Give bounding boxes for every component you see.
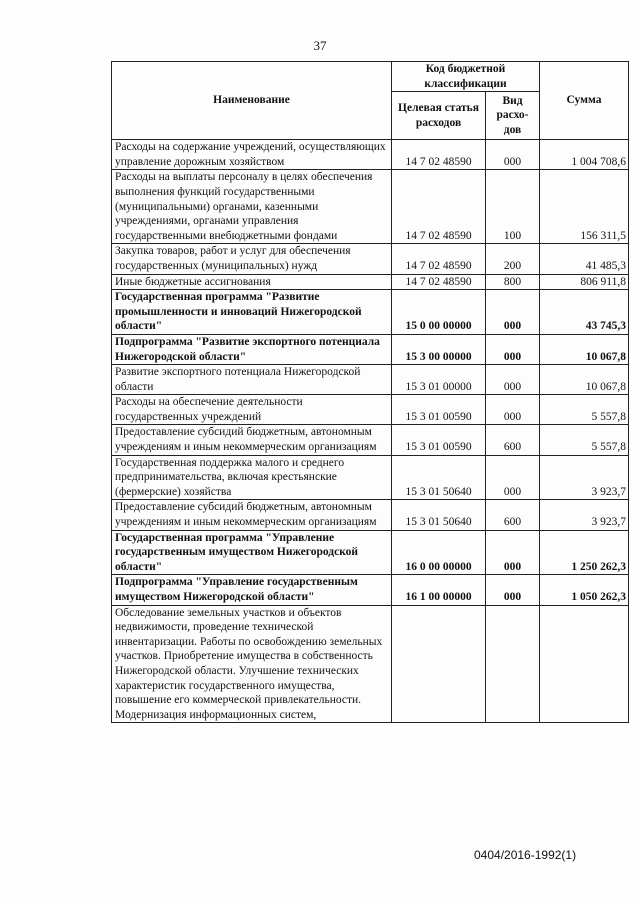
row-name: Государственная программа "Управление государственным имуществом Нижегородской области" bbox=[112, 530, 392, 575]
row-sum: 5 557,8 bbox=[540, 395, 629, 425]
row-name: Обследование земельных участков и объектов недвижимости, проведение технической инвентаризации. Работы по освобождению земельных участков. Приобретение имущества в собственность Нижегородской области. Улучшение технических характеристик государственного имущества, повышение его коммерческой привлекательности. Модернизация информационных систем, bbox=[112, 605, 392, 723]
row-expense-kind: 000 bbox=[486, 455, 540, 500]
row-sum: 10 067,8 bbox=[540, 334, 629, 364]
row-name: Государственная поддержка малого и среднего предпринимательства, включая крестьянские (фермерские) хозяйства bbox=[112, 455, 392, 500]
row-expense-kind: 600 bbox=[486, 425, 540, 455]
row-expense-kind: 000 bbox=[486, 334, 540, 364]
row-sum: 10 067,8 bbox=[540, 365, 629, 395]
table-row bbox=[112, 425, 629, 455]
row-expense-kind: 800 bbox=[486, 274, 540, 290]
row-target-article: 14 7 02 48590 bbox=[392, 170, 486, 244]
row-target-article: 14 7 02 48590 bbox=[392, 140, 486, 170]
row-target-article: 14 7 02 48590 bbox=[392, 244, 486, 274]
page-number: 37 bbox=[313, 38, 327, 53]
row-name: Развитие экспортного потенциала Нижегородской области bbox=[112, 365, 392, 395]
table-row bbox=[112, 605, 629, 723]
table-row bbox=[112, 365, 629, 395]
row-target-article: 15 3 00 00000 bbox=[392, 334, 486, 364]
row-expense-kind: 000 bbox=[486, 365, 540, 395]
row-target-article: 15 3 01 00000 bbox=[392, 365, 486, 395]
table-body bbox=[112, 140, 629, 723]
row-target-article: 16 1 00 00000 bbox=[392, 575, 486, 605]
row-sum: 3 923,7 bbox=[540, 455, 629, 500]
row-sum: 1 004 708,6 bbox=[540, 140, 629, 170]
row-name: Подпрограмма "Управление государственным имуществом Нижегородской области" bbox=[112, 575, 392, 605]
row-name: Закупка товаров, работ и услуг для обеспечения государственных (муниципальных) нужд bbox=[112, 244, 392, 274]
row-expense-kind: 100 bbox=[486, 170, 540, 244]
row-target-article bbox=[392, 605, 486, 723]
table-row bbox=[112, 170, 629, 244]
table-row bbox=[112, 290, 629, 335]
row-expense-kind: 000 bbox=[486, 530, 540, 575]
table-row bbox=[112, 575, 629, 605]
row-name: Расходы на содержание учреждений, осуществляющих управление дорожным хозяйством bbox=[112, 140, 392, 170]
row-target-article: 15 3 01 00590 bbox=[392, 395, 486, 425]
row-expense-kind: 600 bbox=[486, 500, 540, 530]
row-name: Государственная программа "Развитие промышленности и инноваций Нижегородской области" bbox=[112, 290, 392, 335]
row-sum: 156 311,5 bbox=[540, 170, 629, 244]
table-row bbox=[112, 395, 629, 425]
header-target-article: Целевая статья расходов bbox=[392, 92, 486, 140]
row-target-article: 15 3 01 50640 bbox=[392, 500, 486, 530]
table-row bbox=[112, 455, 629, 500]
row-target-article: 15 3 01 00590 bbox=[392, 425, 486, 455]
row-sum: 3 923,7 bbox=[540, 500, 629, 530]
header-code-group: Код бюджетной классификации bbox=[392, 62, 540, 92]
header-sum: Сумма bbox=[540, 62, 629, 140]
row-target-article: 14 7 02 48590 bbox=[392, 274, 486, 290]
row-name: Иные бюджетные ассигнования bbox=[112, 274, 392, 290]
row-expense-kind: 000 bbox=[486, 290, 540, 335]
header-name: Наименование bbox=[112, 62, 392, 140]
table-header bbox=[112, 62, 629, 140]
row-name: Предоставление субсидий бюджетным, автономным учреждениям и иным некоммерческим организациям bbox=[112, 425, 392, 455]
table-row bbox=[112, 334, 629, 364]
table-row bbox=[112, 244, 629, 274]
row-sum bbox=[540, 605, 629, 723]
table-row bbox=[112, 274, 629, 290]
row-sum: 1 050 262,3 bbox=[540, 575, 629, 605]
row-name: Расходы на выплаты персоналу в целях обеспечения выполнения функций государственными (муниципальными) органами, казенными учреждениями, органами управления государственными внебюджетными фондами bbox=[112, 170, 392, 244]
row-name: Предоставление субсидий бюджетным, автономным учреждениям и иным некоммерческим организациям bbox=[112, 500, 392, 530]
table-row bbox=[112, 530, 629, 575]
row-expense-kind: 000 bbox=[486, 575, 540, 605]
table-row bbox=[112, 500, 629, 530]
document-code: 0404/2016-1992(1) bbox=[474, 848, 577, 862]
row-sum: 806 911,8 bbox=[540, 274, 629, 290]
table-row bbox=[112, 140, 629, 170]
row-expense-kind bbox=[486, 605, 540, 723]
row-name: Подпрограмма "Развитие экспортного потенциала Нижегородской области" bbox=[112, 334, 392, 364]
budget-table bbox=[111, 61, 629, 723]
row-expense-kind: 200 bbox=[486, 244, 540, 274]
row-name: Расходы на обеспечение деятельности государственных учреждений bbox=[112, 395, 392, 425]
header-expense-kind: Вид расхо- дов bbox=[486, 92, 540, 140]
row-target-article: 15 0 00 00000 bbox=[392, 290, 486, 335]
row-target-article: 16 0 00 00000 bbox=[392, 530, 486, 575]
row-sum: 43 745,3 bbox=[540, 290, 629, 335]
row-expense-kind: 000 bbox=[486, 140, 540, 170]
row-sum: 5 557,8 bbox=[540, 425, 629, 455]
row-target-article: 15 3 01 50640 bbox=[392, 455, 486, 500]
row-expense-kind: 000 bbox=[486, 395, 540, 425]
row-sum: 1 250 262,3 bbox=[540, 530, 629, 575]
row-sum: 41 485,3 bbox=[540, 244, 629, 274]
